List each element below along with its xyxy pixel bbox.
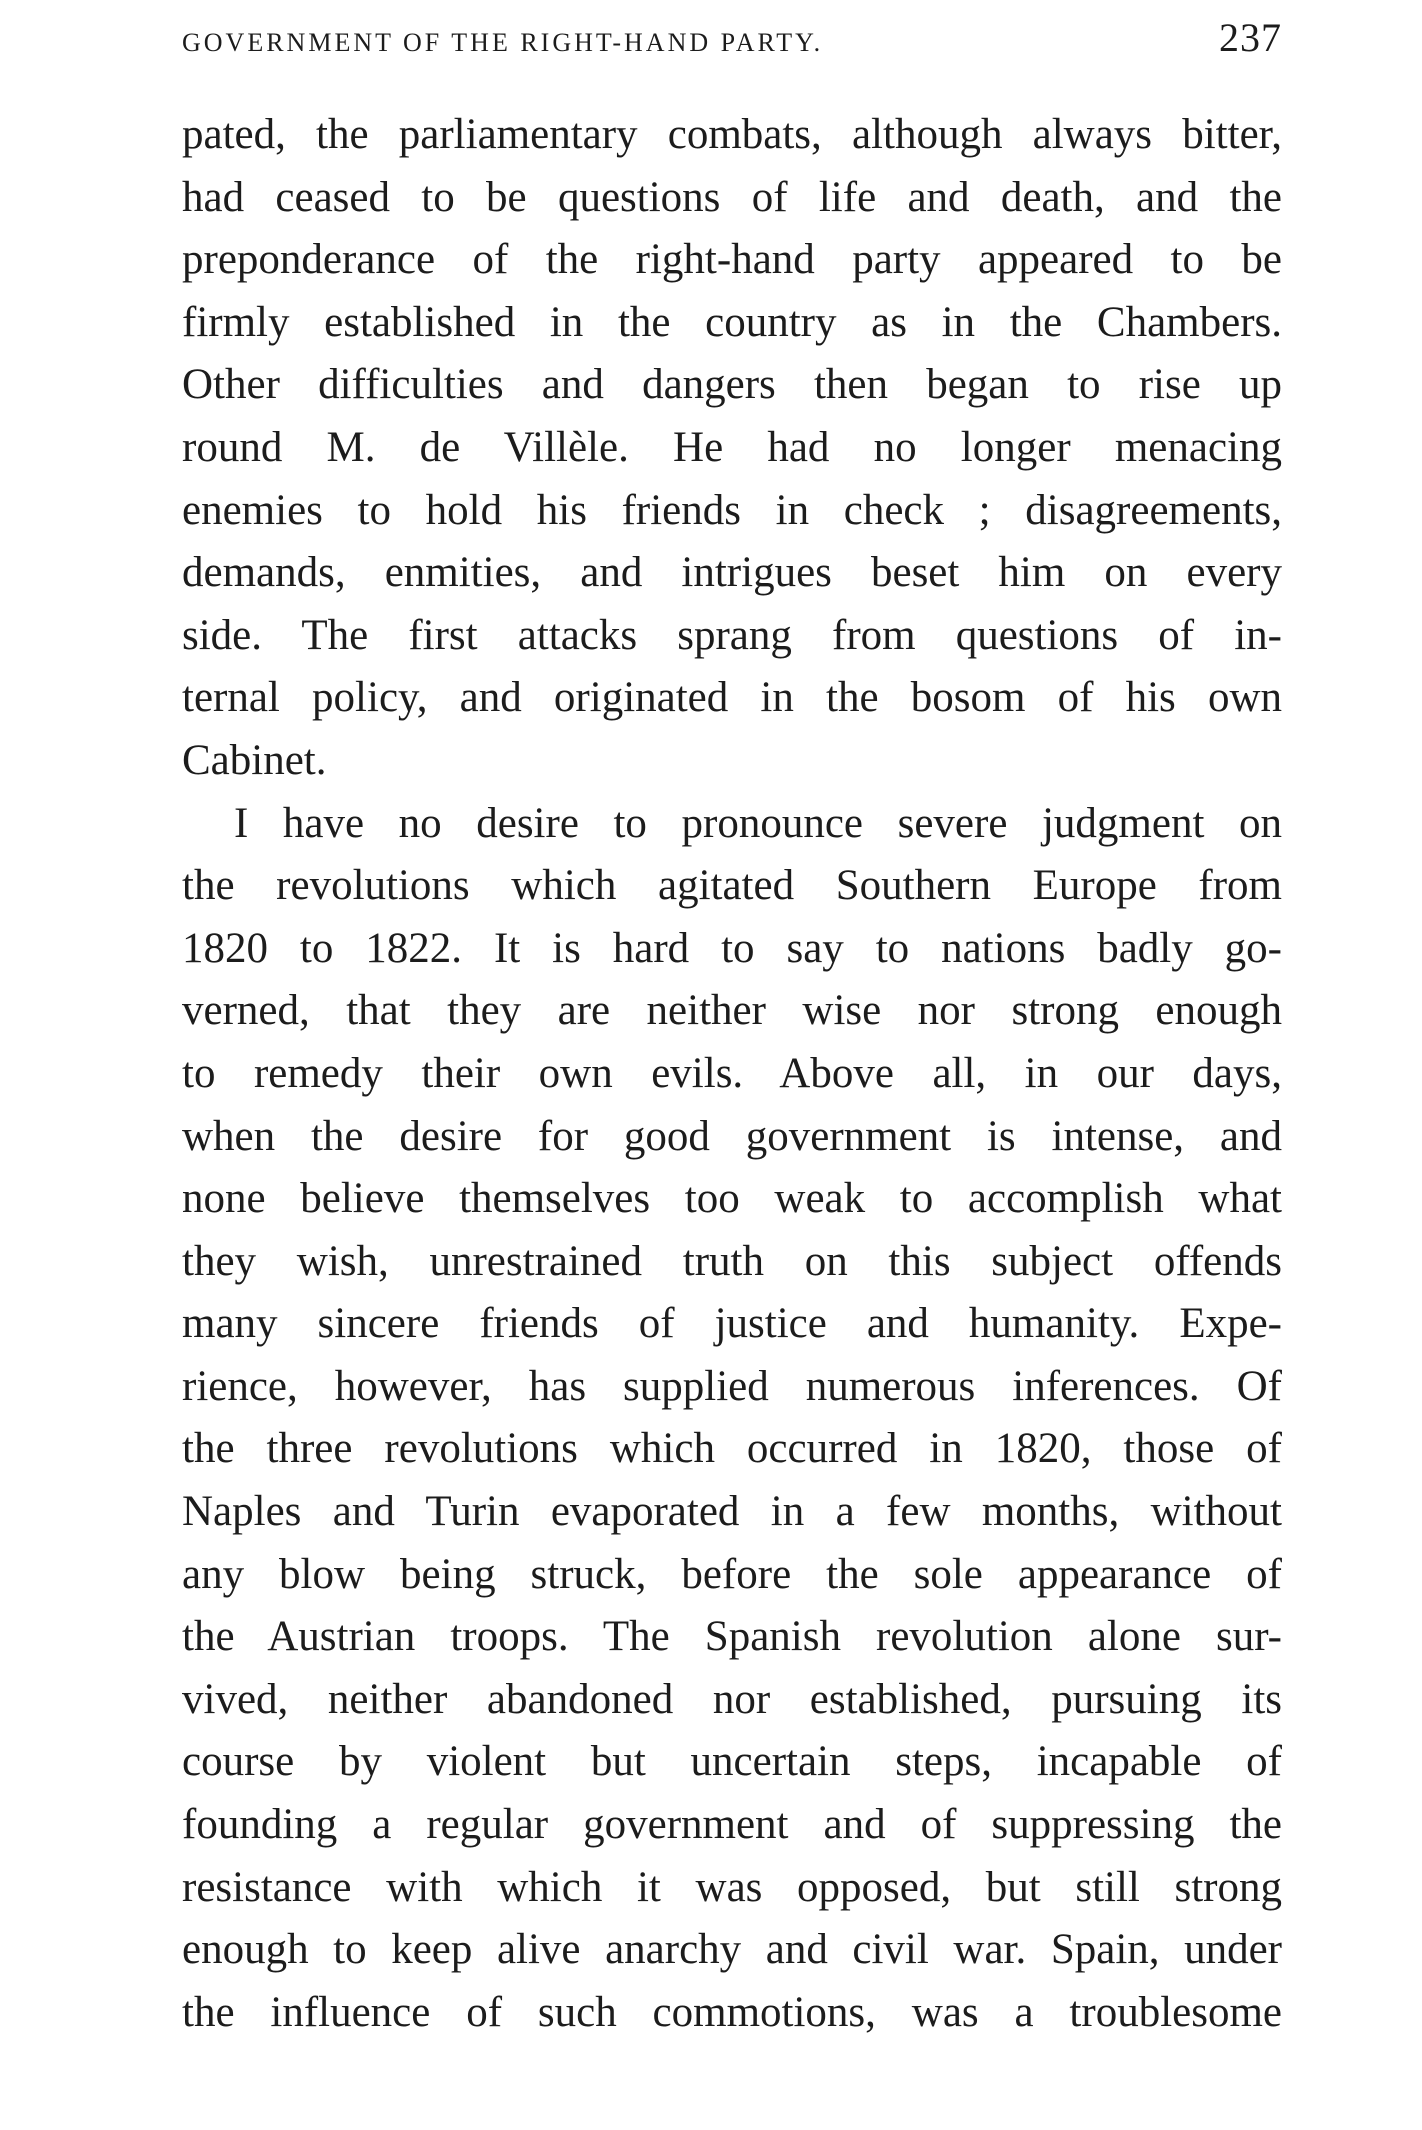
page-number: 237 [1219, 15, 1282, 60]
text-line: course by violent but uncertain steps, incapable of [182, 1738, 1282, 1786]
text-line: Other difficulties and dangers then began to rise up [182, 361, 1282, 409]
text-line: to remedy their own evils. Above all, in our days, [182, 1049, 1282, 1097]
text-line: none believe themselves too weak to accomplish what [182, 1175, 1282, 1223]
text-line: the influence of such commotions, was a troublesome [182, 1988, 1282, 2036]
text-line: Cabinet. [182, 736, 327, 784]
text-line: founding a regular government and of suppressing the [182, 1801, 1282, 1849]
text-line: pated, the parliamentary combats, although always bitter, [182, 111, 1282, 158]
body-text [182, 104, 1282, 2044]
running-title: GOVERNMENT OF THE RIGHT-HAND PARTY. [182, 28, 824, 57]
text-line: many sincere friends of justice and humanity. Expe- [182, 1300, 1282, 1348]
text-line: had ceased to be questions of life and death, and the [182, 173, 1282, 221]
text-line: when the desire for good government is intense, and [182, 1112, 1282, 1160]
text-line: demands, enmities, and intrigues beset him on every [182, 549, 1282, 597]
text-line: ternal policy, and originated in the bosom of his own [182, 674, 1282, 722]
text-line: the revolutions which agitated Southern Europe from [182, 862, 1282, 910]
text-line: verned, that they are neither wise nor strong enough [182, 987, 1282, 1035]
text-line: any blow being struck, before the sole appearance of [182, 1550, 1282, 1598]
text-line: the three revolutions which occurred in 1820, those of [182, 1425, 1282, 1473]
text-line: they wish, unrestrained truth on this subject offends [182, 1237, 1282, 1285]
text-line: enough to keep alive anarchy and civil war. Spain, under [182, 1926, 1282, 1974]
text-line: enemies to hold his friends in check ; disagreements, [182, 486, 1282, 534]
text-line: round M. de Villèle. He had no longer menacing [182, 423, 1282, 471]
text-line: preponderance of the right-hand party appeared to be [182, 236, 1282, 284]
text-line: resistance with which it was opposed, but still strong [182, 1863, 1282, 1911]
text-line: 1820 to 1822. It is hard to say to nations badly go- [182, 924, 1282, 972]
text-line: vived, neither abandoned nor established, pursuing its [182, 1675, 1282, 1723]
text-line: side. The first attacks sprang from questions of in- [182, 611, 1282, 659]
text-line-indented: I have no desire to pronounce severe judgment on [234, 799, 1282, 847]
running-head [182, 8, 1282, 68]
text-line: rience, however, has supplied numerous inferences. Of [182, 1362, 1282, 1410]
text-line: the Austrian troops. The Spanish revolution alone sur- [182, 1613, 1282, 1661]
text-line: Naples and Turin evaporated in a few months, without [182, 1488, 1282, 1536]
text-line: firmly established in the country as in the Chambers. [182, 298, 1282, 346]
